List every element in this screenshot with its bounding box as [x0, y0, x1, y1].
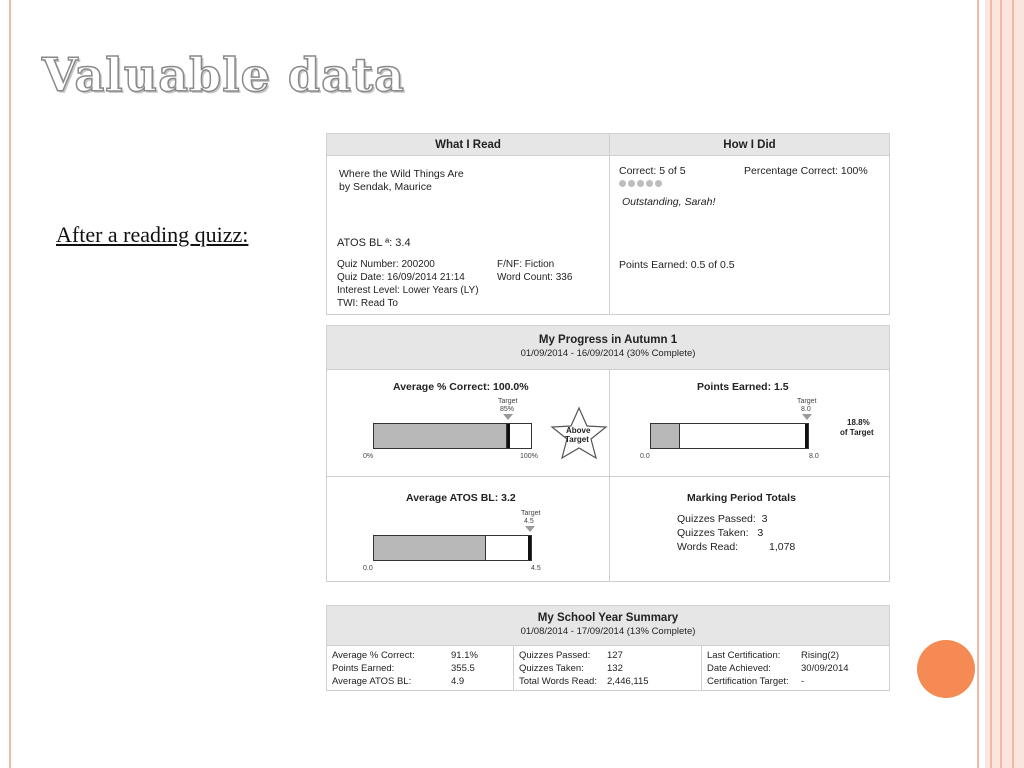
- dot-icon: [655, 180, 662, 187]
- above-target-line1: Above: [566, 426, 591, 435]
- summary-label: Certification Target:: [707, 676, 789, 687]
- avg-correct-label: Average % Correct: 100.0%: [393, 381, 529, 393]
- dot-icon: [646, 180, 653, 187]
- avg-correct-target-marker: [507, 424, 510, 448]
- atos-target-marker: [528, 536, 531, 560]
- dot-icon: [628, 180, 635, 187]
- avg-correct-target-value: 85%: [500, 406, 515, 413]
- right-stripe-line: [1000, 0, 1002, 768]
- interest-level: Interest Level: Lower Years (LY): [337, 285, 479, 296]
- points-pct-line2: of Target: [840, 428, 874, 437]
- dot-icon: [619, 180, 626, 187]
- avg-correct-min: 0%: [363, 453, 374, 460]
- accent-dot: [917, 640, 975, 698]
- atos-bar-fill: [374, 536, 486, 560]
- atos-target-value: 4.5: [524, 518, 534, 525]
- word-count: Word Count: 336: [497, 272, 573, 283]
- progress-dates: 01/09/2014 - 16/09/2014 (30% Complete): [520, 348, 696, 359]
- right-stripe-line: [1012, 0, 1014, 768]
- summary-dates: 01/08/2014 - 17/09/2014 (13% Complete): [520, 626, 696, 637]
- quiz-number: Quiz Number: 200200: [337, 259, 435, 270]
- summary-title: My School Year Summary: [537, 612, 679, 624]
- summary-header: [327, 606, 889, 646]
- avg-correct-bar-fill: [374, 424, 507, 448]
- words-read-label: Words Read:: [677, 541, 739, 553]
- atos-target-arrow: [525, 526, 535, 532]
- quizzes-passed: Quizzes Passed: 3: [677, 513, 768, 525]
- above-target-line2: Target: [565, 435, 589, 444]
- points-target-value: 8.0: [801, 406, 811, 413]
- atos-bl: ATOS BL ª: 3.4: [337, 237, 411, 249]
- summary-panel: [326, 605, 890, 691]
- atos-bar: [373, 535, 532, 561]
- summary-label: Points Earned:: [332, 663, 395, 674]
- points-bar: [650, 423, 809, 449]
- right-stripe-line: [990, 0, 992, 768]
- slide-title: Valuable data: [42, 48, 405, 102]
- avg-atos-label: Average ATOS BL: 3.2: [406, 492, 516, 504]
- points-max: 8.0: [809, 453, 819, 460]
- marking-period-label: Marking Period Totals: [687, 492, 796, 504]
- summary-value: 30/09/2014: [801, 663, 849, 674]
- what-i-read-panel: [326, 133, 610, 315]
- book-author: by Sendak, Maurice: [339, 181, 432, 193]
- quiz-date: Quiz Date: 16/09/2014 21:14: [337, 272, 465, 283]
- summary-value: 2,446,115: [607, 676, 649, 687]
- twi: TWI: Read To: [337, 298, 398, 309]
- star-dots: [619, 179, 664, 190]
- dot-icon: [637, 180, 644, 187]
- avg-correct-target-arrow: [503, 414, 513, 420]
- how-i-did-header: How I Did: [610, 134, 889, 156]
- what-i-read-header: What I Read: [327, 134, 609, 156]
- summary-value: -: [801, 676, 805, 687]
- summary-label: Last Certification:: [707, 650, 781, 661]
- progress-header: [327, 326, 889, 370]
- summary-value: 91.1%: [451, 650, 478, 661]
- points-target-label: Target: [797, 398, 817, 405]
- summary-divider: [513, 646, 514, 690]
- progress-panel: [326, 325, 890, 582]
- points-earned: Points Earned: 0.5 of 0.5: [619, 259, 735, 271]
- quizzes-taken: Quizzes Taken: 3: [677, 527, 764, 539]
- summary-label: Date Achieved:: [707, 663, 771, 674]
- summary-value: 4.9: [451, 676, 465, 687]
- avg-correct-bar: [373, 423, 532, 449]
- summary-label: Average ATOS BL:: [332, 676, 412, 687]
- fiction-nonfiction: F/NF: Fiction: [497, 259, 555, 270]
- atos-target-label: Target: [521, 510, 541, 517]
- summary-value: 127: [607, 650, 623, 661]
- words-read-value: 1,078: [769, 541, 796, 553]
- points-pct-line1: 18.8%: [847, 418, 870, 427]
- summary-value: 355.5: [451, 663, 475, 674]
- summary-label: Average % Correct:: [332, 650, 415, 661]
- summary-label: Quizzes Passed:: [519, 650, 591, 661]
- progress-divider-h: [327, 476, 889, 477]
- points-bar-fill: [651, 424, 680, 448]
- progress-title: My Progress in Autumn 1: [538, 334, 678, 346]
- avg-correct-target-label: Target: [498, 398, 518, 405]
- summary-label: Total Words Read:: [519, 676, 597, 687]
- summary-value: Rising(2): [801, 650, 840, 661]
- summary-label: Quizzes Taken:: [519, 663, 584, 674]
- avg-correct-max: 100%: [520, 453, 538, 460]
- how-i-did-panel: [609, 133, 890, 315]
- summary-divider: [701, 646, 702, 690]
- percentage-correct: Percentage Correct: 100%: [744, 165, 868, 177]
- slide-subtitle: After a reading quizz:: [56, 222, 249, 247]
- summary-value: 132: [607, 663, 623, 674]
- points-target-marker: [805, 424, 808, 448]
- teacher-comment: Outstanding, Sarah!: [622, 196, 716, 208]
- points-min: 0.0: [640, 453, 650, 460]
- book-title: Where the Wild Things Are: [339, 168, 464, 180]
- atos-min: 0.0: [363, 565, 373, 572]
- points-earned-label: Points Earned: 1.5: [697, 381, 789, 393]
- correct-count: Correct: 5 of 5: [619, 165, 686, 177]
- atos-max: 4.5: [531, 565, 541, 572]
- points-target-arrow: [802, 414, 812, 420]
